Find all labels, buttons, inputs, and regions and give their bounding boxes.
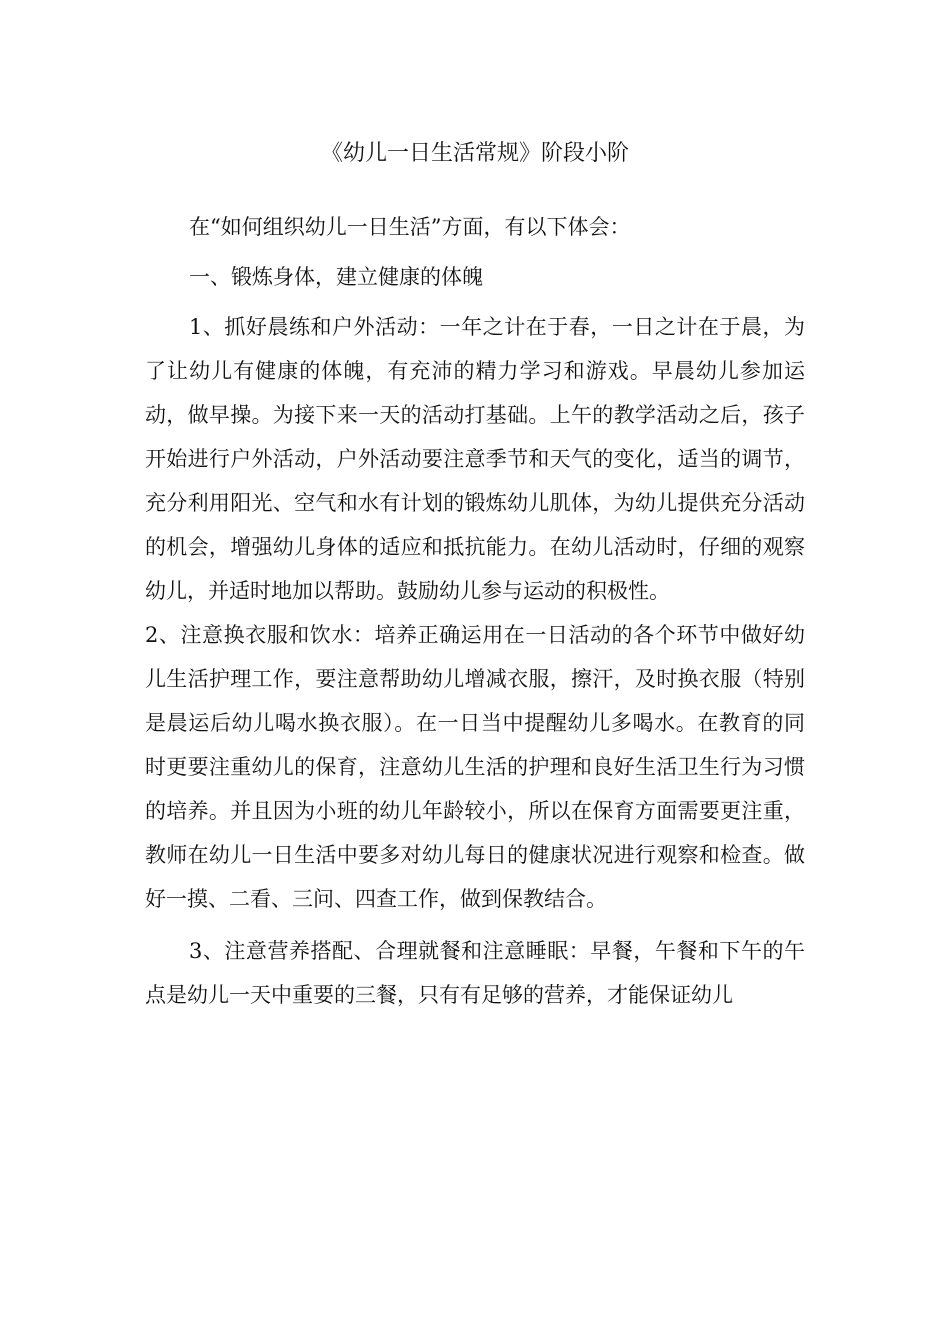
- document-title: 《幼儿一日生活常规》阶段小阶: [320, 141, 629, 166]
- paragraph-intro: 在“如何组织幼儿一日生活”方面，有以下体会：: [189, 215, 631, 239]
- paragraph-item-2: 2、注意换衣服和饮水：培养正确运用在一日活动的各个环节中做好幼儿生活护理工作，要注意帮助幼儿增减衣服，擦汗，及时换衣服（特别是晨运后幼儿喝水换衣服）。在一日当中提醒幼儿多喝水。在教育的同时更要注重幼儿的保育，注意幼儿生活的护理和良好生活卫生行为习惯的培养。并且因为小班的幼儿年龄较小，所以在保育方面需要更注重，教师在幼儿一日生活中要多对幼儿每日的健康状况进行观察和检查。做好一摸、二看、三问、四查工作，做到保教结合。: [145, 623, 805, 911]
- paragraph-item-3: 3、注意营养搭配、合理就餐和注意睡眠：早餐，午餐和下午的午点是幼儿一天中重要的三餐，只有有足够的营养，才能保证幼儿: [145, 939, 805, 1007]
- section-heading: 一、锻炼身体，建立健康的体魄: [189, 265, 483, 289]
- paragraph-item-1: 1、抓好晨练和户外活动：一年之计在于春，一日之计在于晨，为了让幼儿有健康的体魄，有充沛的精力学习和游戏。早晨幼儿参加运动，做早操。为接下来一天的活动打基础。上午的教学活动之后，孩子开始进行户外活动，户外活动要注意季节和天气的变化，适当的调节，充分利用阳光、空气和水有计划的锻炼幼儿肌体，为幼儿提供充分活动的机会，增强幼儿身体的适应和抵抗能力。在幼儿活动时，仔细的观察幼儿，并适时地加以帮助。鼓励幼儿参与运动的积极性。: [145, 315, 805, 603]
- document-body: [145, 205, 805, 1017]
